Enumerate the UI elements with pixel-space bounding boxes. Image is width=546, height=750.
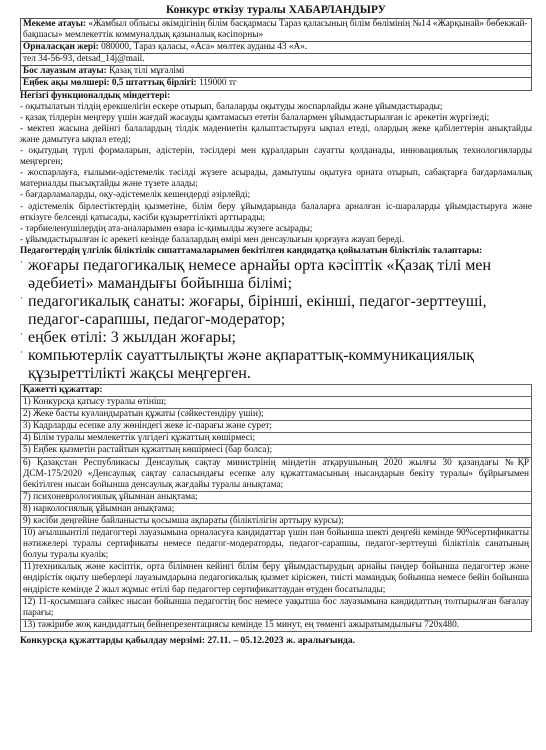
- duty-item: - мектеп жасына дейінгі балалардың тілдік мәдениетін қалыптастыруға ықпал етеді, олардың жеке қабілеттерін анықтайды және дамытуға ықпал етеді;: [20, 123, 532, 145]
- duty-item: - әдістемелік бірлестіктердің қызметіне, білім беру ұйымдарында балаларға арналған іс-шараларды ұйымдастыруға және өткізуге белсенді қатысады, кәсіби құзыреттілікті арттырады;: [20, 201, 532, 223]
- position-label: Бос лауазым атауы:: [23, 66, 107, 77]
- bullet-icon: ·: [20, 292, 23, 303]
- document-item: 6) Қазақстан Республикасы Денсаулық сақтау министрінің міндетін атқарушының 2020 жылғы 30 қазандағы №ҚР ДСМ-175/2020 «Денсаулық сақтау саласындағы есепке алу құжаттамасының нысандарын бекіту туралы» бұйрығымен бекітілген нысан бойынша денсаулық жағдайы туралы анықтама;: [21, 457, 532, 491]
- document-item: 3) Кадрларды есепке алу жөніндегі жеке іс-парағы және сурет;: [21, 421, 532, 433]
- requirement-text: жоғары педагогикалық немесе арнайы орта кәсіптік «Қазақ тілі мен әдебиеті» мамандығы бойынша білімі;: [28, 256, 491, 292]
- document-item: 11)техникалық және кәсіптік, орта білімнен кейінгі білім беру ұйымдастырудың арнайы пәндер бойынша педагогтер және өндірістік оқыту шеберлері лауазымдарына педагогикалық қызмет кірісжен, тиісті мамандық бойынша немесе бейін бойынша өндірісте кемінде 2 жыл жұмыс өтілі бар педагогтер сертификаттаудан өтуден босатылады;: [21, 562, 532, 596]
- documents-heading: Қажетті құжаттар:: [21, 384, 532, 396]
- salary-value: 119000 тг: [198, 78, 237, 89]
- submission-deadline: Конкурсқа құжаттарды қабылдау мерзімі: 27.11. – 05.12.2023 ж. аралығында.: [20, 634, 356, 646]
- requirement-text: компьютерлік сауаттылықты және ақпараттық-коммуникациялық құзыреттілікті жақсы меңгерген.: [28, 346, 475, 382]
- requirement-text: педагогикалық санаты: жоғары, бірінші, екінші, педагог-зерттеуші, педагог-сарапшы, педагог-модератор;: [28, 292, 487, 328]
- document-item: 9) кәсіби деңгейіне байланысты қосымша ақпараты (біліктілігін арттыру курсы);: [21, 516, 532, 528]
- requirements-heading: Педагогтердің үлгілік біліктілік сипаттамаларымен бекітілген кандидатқа қойылатын біліктілік талаптары:: [20, 245, 483, 256]
- requirement-item: [20, 293, 532, 329]
- location-cell: [21, 42, 532, 54]
- document-item: 8) наркологиялық ұйымнан анықтама;: [21, 503, 532, 515]
- duties-heading: Негізгі функционалдық міндеттері:: [20, 90, 171, 101]
- document-item: 2) Жеке басты куәландыратын құжаты (сәйкестендіру үшін);: [21, 409, 532, 421]
- duty-item: - оқытылатын тілдің ерекшелігін ескере отырып, балаларды оқытуды жоспарлайды және ұйымдастырады;: [20, 101, 443, 112]
- bullet-icon: ·: [20, 256, 23, 267]
- duty-item: - тәрбиеленушілердің ата-аналарымен өзара іс-қимылды жүзеге асырады;: [20, 223, 313, 234]
- bullet-icon: ·: [20, 328, 23, 339]
- salary-label: Еңбек ақы мөлшері: 0,5 штаттық бірлігі:: [23, 78, 197, 89]
- duty-item: - қазақ тілдерін меңгеру үшін жағдай жасауды қамтамасыз ететін балалармен ұйымдастырылған іс әрекетін жүргізеді;: [20, 112, 490, 123]
- duties-list: [20, 102, 532, 246]
- document-item: 7) психоневрологиялық ұйымнан анықтама;: [21, 491, 532, 503]
- document-item: 13) тәжірибе жоқ кандидаттың бейнепрезентациясы кемінде 15 минут, ең төменгі ажыратымдылығы 720х480.: [21, 619, 532, 631]
- duty-item: - жоспарлауға, ғылыми-әдістемелік тәсілді жүзеге асырады, дамытушы оқытуға орната отырып, сабақтарға бағдарламалық материалды пысықтайды және түзете алады;: [20, 168, 532, 190]
- requirement-item: [20, 329, 532, 347]
- location-value: 080000, Тараз қаласы, «Аса» мөлтек ауданы 43 «А».: [101, 42, 308, 53]
- org-name-label: Мекеме атауы:: [23, 19, 87, 29]
- salary-cell: [21, 78, 532, 90]
- requirement-item: [20, 257, 532, 293]
- document-title: Конкурс өткізу туралы ХАБАРЛАНДЫРУ: [165, 4, 387, 16]
- document-item: 10) ағылшынтілі педагогтері лауазымына орналасуға кандидаттар үшін пән бойынша шекті деңгейі кемінде 90%сертификатты нәтижелері туралы сертификаты немесе педагог-модераторды, педагог-сарапшы, педагог-зерттеуші біліктілік санатының болуы туралы куәлік;: [21, 528, 532, 562]
- document-item: 1) Конкурсқа қатысу туралы өтініш;: [21, 397, 532, 409]
- requirement-item: [20, 347, 532, 383]
- location-label: Орналасқан жері:: [23, 42, 99, 53]
- duty-item: - оқытудың түрлі формаларын, әдістерін, тәсілдері мен құралдарын сауатты қолданады, инновациялық технологияларды меңгерген;: [20, 146, 532, 168]
- org-name-value: «Жамбыл облысы әкімдігінің білім басқармасы Тараз қаласының білім бөлімінің №14 «Жарқынай» бөбекжай-бақшасы» мемлекеттік коммуналдық қазыналық кәсіпорны»: [23, 19, 528, 41]
- bullet-icon: ·: [20, 346, 23, 357]
- requirement-text: еңбек өтілі: 3 жылдан жоғары;: [28, 328, 236, 346]
- org-info-table: [20, 18, 532, 91]
- documents-table: [20, 384, 532, 632]
- contacts-cell: тел 34-56-93, detsad_14j@mail.: [21, 54, 532, 66]
- document-item: 5) Еңбек қызметін растайтын құжаттың көшірмесі (бар болса);: [21, 445, 532, 457]
- document-item: 12) 11-қосымшаға сәйкес нысан бойынша педагогтің бос немесе уақытша бос лауазымына кандидаттың толтырылған бағалау парағы;: [21, 596, 532, 619]
- position-cell: [21, 66, 532, 78]
- org-name-cell: [21, 19, 532, 42]
- position-value: Қазақ тілі мұғалімі: [109, 66, 185, 77]
- document-item: 4) Білім туралы мемлекеттік үлгідегі құжаттың көшірмесі;: [21, 433, 532, 445]
- duty-item: - ұйымдастырылған іс әрекеті кезінде балалардың өмірі мен денсаулығын қорғауға жауап береді.: [20, 234, 405, 245]
- duty-item: - бағдарламаларды, оқу-әдістемелік кешендерді әзірлейді;: [20, 190, 251, 201]
- requirements-list: [20, 257, 532, 383]
